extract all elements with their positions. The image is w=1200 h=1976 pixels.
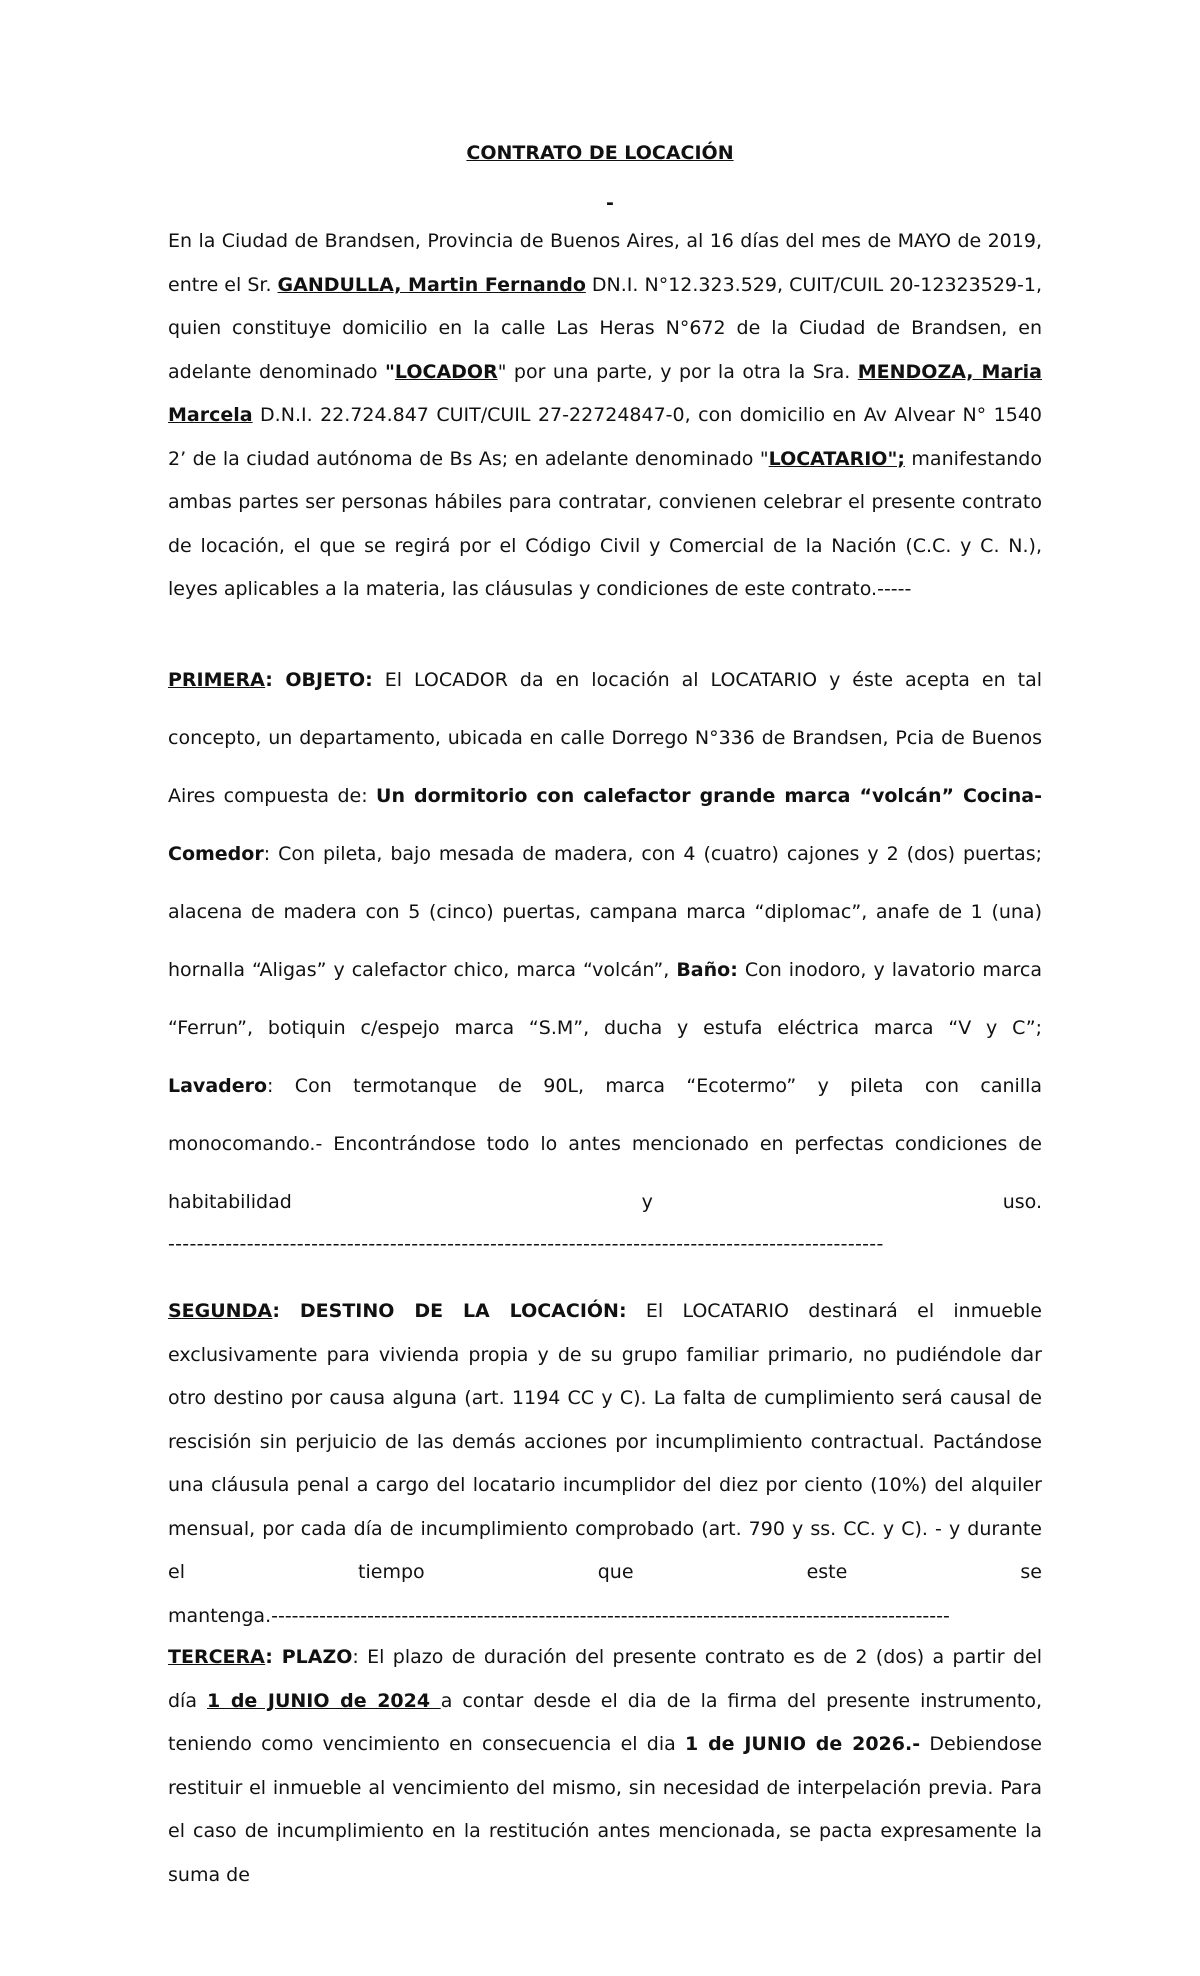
clause-text: a contar desde el dia de la firma del presente instrumento, teniendo como vencimiento en consecuencia el dia xyxy=(168,1689,1042,1755)
intro-text: DN.I. N°12.323.529, CUIT/CUIL 20-12323529-1, quien constituye domicilio en la calle Las Heras N°672 de la Ciudad de Brandsen, en adelante denominado xyxy=(168,273,1042,383)
clause-bold-text: Baño: xyxy=(676,959,738,981)
start-date: 1 de JUNIO de 2024 xyxy=(207,1689,441,1712)
clause-subheading: OBJETO: xyxy=(272,669,373,691)
clause-text: : El plazo de duración del presente contrato es de 2 (dos) a partir del día xyxy=(168,1646,1042,1712)
locador-label: LOCADOR xyxy=(394,360,498,383)
intro-paragraph xyxy=(168,220,1042,612)
clause-colon: : xyxy=(265,669,273,691)
clause-segunda xyxy=(168,1290,1042,1638)
locador-name: GANDULLA, Martin Fernando xyxy=(277,273,586,296)
clause-subheading: PLAZO xyxy=(272,1646,353,1668)
clause-bold-text: Un dormitorio con calefactor grande marca “volcán” Cocina-Comedor xyxy=(168,785,1042,865)
clause-colon: : xyxy=(265,1646,273,1668)
intro-text: En la Ciudad de Brandsen, Provincia de Buenos Aires, al 16 días del mes de MAYO de 2019, entre el Sr. xyxy=(168,230,1042,296)
intro-text: " por una parte, y por la otra la Sra. xyxy=(497,360,858,383)
clause-heading: PRIMERA xyxy=(168,669,266,691)
clause-tercera xyxy=(168,1636,1042,1897)
clause-text: Con inodoro, y lavatorio marca “Ferrun”, botiquin c/espejo marca “S.M”, ducha y estufa eléctrica marca “V y C”; xyxy=(168,959,1043,1039)
locatario-label: LOCATARIO"; xyxy=(768,447,905,470)
clause-text: : Con termotanque de 90L, marca “Ecotermo” y pileta con canilla monocomando.- Encontrándose todo lo antes mencionado en perfectas condiciones de habitabilidad y uso. xyxy=(168,1075,1042,1213)
locataria-name: MENDOZA, Maria Marcela xyxy=(168,360,1042,426)
clause-primera xyxy=(168,651,1042,1231)
title-dash: - xyxy=(606,192,614,214)
intro-text: D.N.I. 22.724.847 CUIT/CUIL 27-22724847-0, con domicilio en Av Alvear N° 1540 2’ de la ciudad autónoma de Bs As; en adelante denominado " xyxy=(168,404,1042,470)
clause-heading: TERCERA xyxy=(168,1646,266,1668)
document-title: CONTRATO DE LOCACIÓN xyxy=(466,142,734,164)
clause-colon: : xyxy=(272,1300,281,1322)
clause-bold-text: Lavadero xyxy=(168,1075,268,1097)
clause-text: El LOCADOR da en locación al LOCATARIO y éste acepta en tal concepto, un departamento, ubicada en calle Dorrego N°336 de Brandsen, Pcia de Buenos Aires compuesta de: xyxy=(168,669,1042,807)
separator-line: ---------------------------------------------------------------------------------------------------- xyxy=(168,1233,884,1255)
clause-text: Debiendose restituir el inmueble al vencimiento del mismo, sin necesidad de interpelación previa. Para el caso de incumplimiento en la restitución antes mencionada, se pacta expresamente la suma de xyxy=(168,1733,1042,1886)
clause-body xyxy=(168,1290,1042,1595)
clause-text: El LOCATARIO destinará el inmueble exclusivamente para vivienda propia y de su grupo familiar primario, no pudiéndole dar otro destino por causa alguna (art. 1194 CC y C). La falta de cumplimiento será causal de rescisión sin perjuicio de las demás acciones por incumplimiento contractual. Pactándose una cláusula penal a cargo del locatario incumplidor del diez por ciento (10%) del alquiler mensual, por cada día de incumplimiento comprobado (art. 790 y ss. CC. y C). - y durante el tiempo que este se xyxy=(168,1300,1042,1583)
clause-heading: SEGUNDA xyxy=(168,1300,273,1322)
clause-subheading: DESTINO DE LA LOCACIÓN: xyxy=(280,1300,627,1322)
intro-text: manifestando ambas partes ser personas hábiles para contratar, convienen celebrar el presente contrato de locación, el que se regirá por el Código Civil y Comercial de la Nación (C.C. y C. N.), leyes aplicables a la materia, las cláusulas y condiciones de este contrato.----- xyxy=(168,447,1042,600)
clause-text: : Con pileta, bajo mesada de madera, con 4 (cuatro) cajones y 2 (dos) puertas; alacena de madera con 5 (cinco) puertas, campana marca “diplomac”, anafe de 1 (una) hornalla “Aligas” y calefactor chico, marca “volcán”, xyxy=(168,843,1042,981)
clause-text: mantenga.--------------------------------------------------------------------------------------------------- xyxy=(168,1604,950,1627)
quote-mark: " xyxy=(385,360,395,383)
end-date: 1 de JUNIO de 2026.- xyxy=(685,1733,921,1755)
